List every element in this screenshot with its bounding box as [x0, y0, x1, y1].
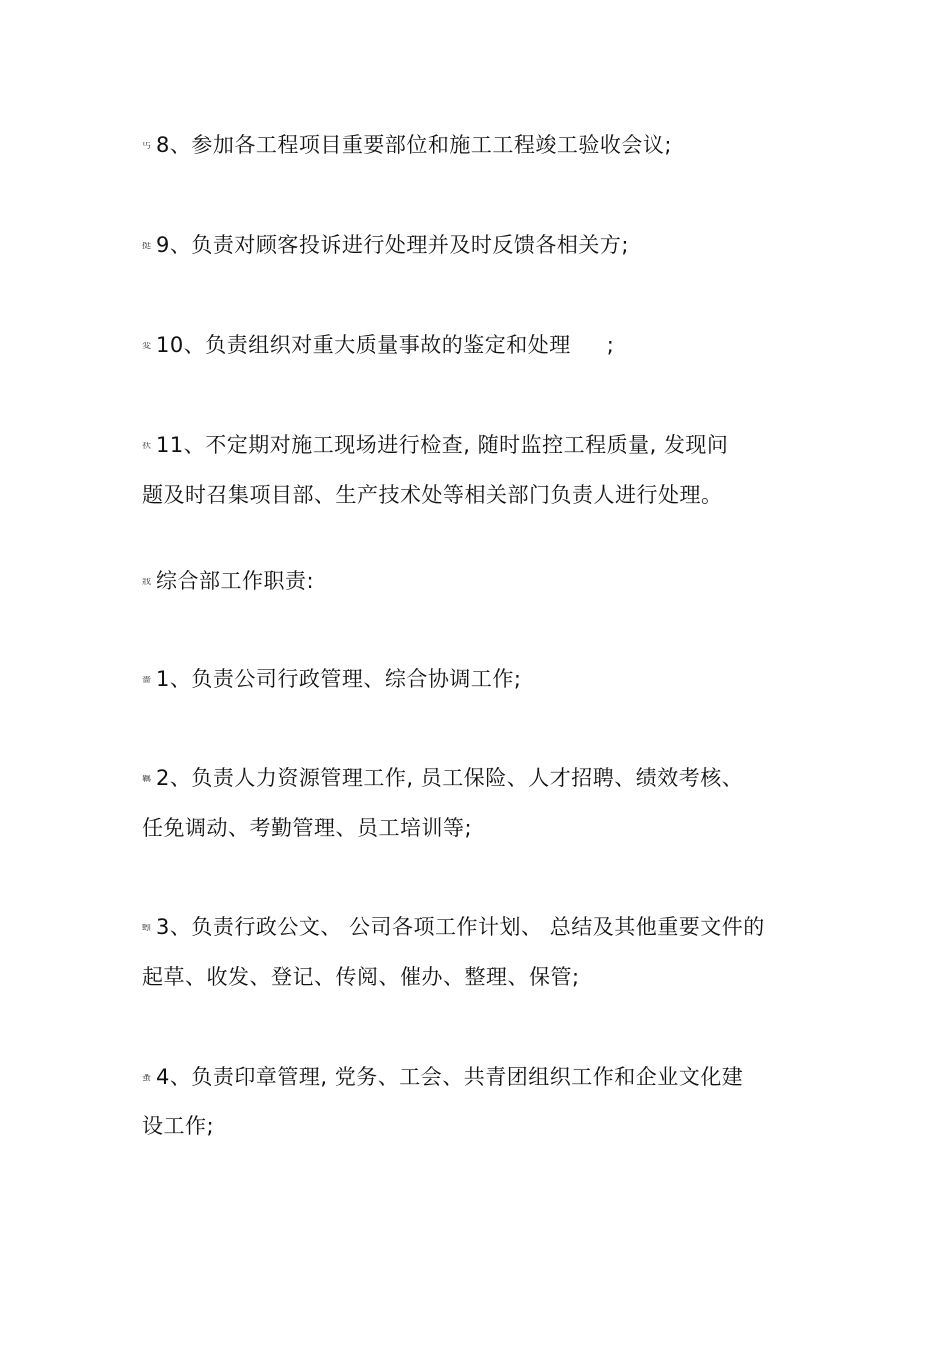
section-heading	[142, 567, 314, 595]
duty-1	[142, 665, 521, 693]
duty-4-continuation: 设工作;	[142, 1114, 215, 1138]
section-title: 综合部工作职责:	[156, 569, 315, 593]
duty-3	[142, 913, 765, 941]
margin-mark: 丐	[142, 141, 152, 151]
item-text: 10、负责组织对重大质量事故的鉴定和处理	[156, 333, 571, 357]
duty-text: 1、负责公司行政管理、综合协调工作;	[156, 667, 522, 691]
item-8	[142, 131, 672, 159]
item-text: 11、不定期对施工现场进行检查, 随时监控工程质量, 发现问	[156, 433, 729, 457]
duty-3-continuation: 起草、收发、登记、传阅、催办、整理、保管;	[142, 965, 580, 989]
duty-4	[142, 1063, 743, 1091]
margin-mark: 蚤	[142, 1073, 152, 1083]
margin-mark: 羈	[142, 774, 152, 784]
duty-text: 4、负责印章管理, 党务、工会、共青团组织工作和企业文化建	[156, 1065, 744, 1089]
item-9	[142, 231, 629, 259]
item-tail: ;	[606, 333, 615, 357]
margin-mark: 戕	[142, 577, 152, 587]
item-text: 8、参加各工程项目重要部位和施工工程竣工验收会议;	[156, 133, 672, 157]
duty-2-continuation: 任免调动、考勤管理、员工培训等;	[142, 816, 473, 840]
duty-text: 2、负责人力资源管理工作, 员工保险、人才招聘、绩效考核、	[156, 766, 744, 790]
item-10	[142, 331, 614, 359]
duty-text: 3、负责行政公文、 公司各项工作计划、 总结及其他重要文件的	[156, 915, 765, 939]
margin-mark: 薔	[142, 675, 152, 685]
margin-mark: 変	[142, 341, 152, 351]
item-11	[142, 431, 728, 459]
item-text: 9、负责对顾客投诉进行处理并及时反馈各相关方;	[156, 233, 629, 257]
margin-mark: 挺	[142, 241, 152, 251]
item-11-continuation: 题及时召集项目部、生产技术处等相关部门负责人进行处理。	[142, 483, 723, 507]
duty-2	[142, 764, 743, 792]
margin-mark: 蚓	[142, 923, 152, 933]
margin-mark: 祆	[142, 441, 152, 451]
